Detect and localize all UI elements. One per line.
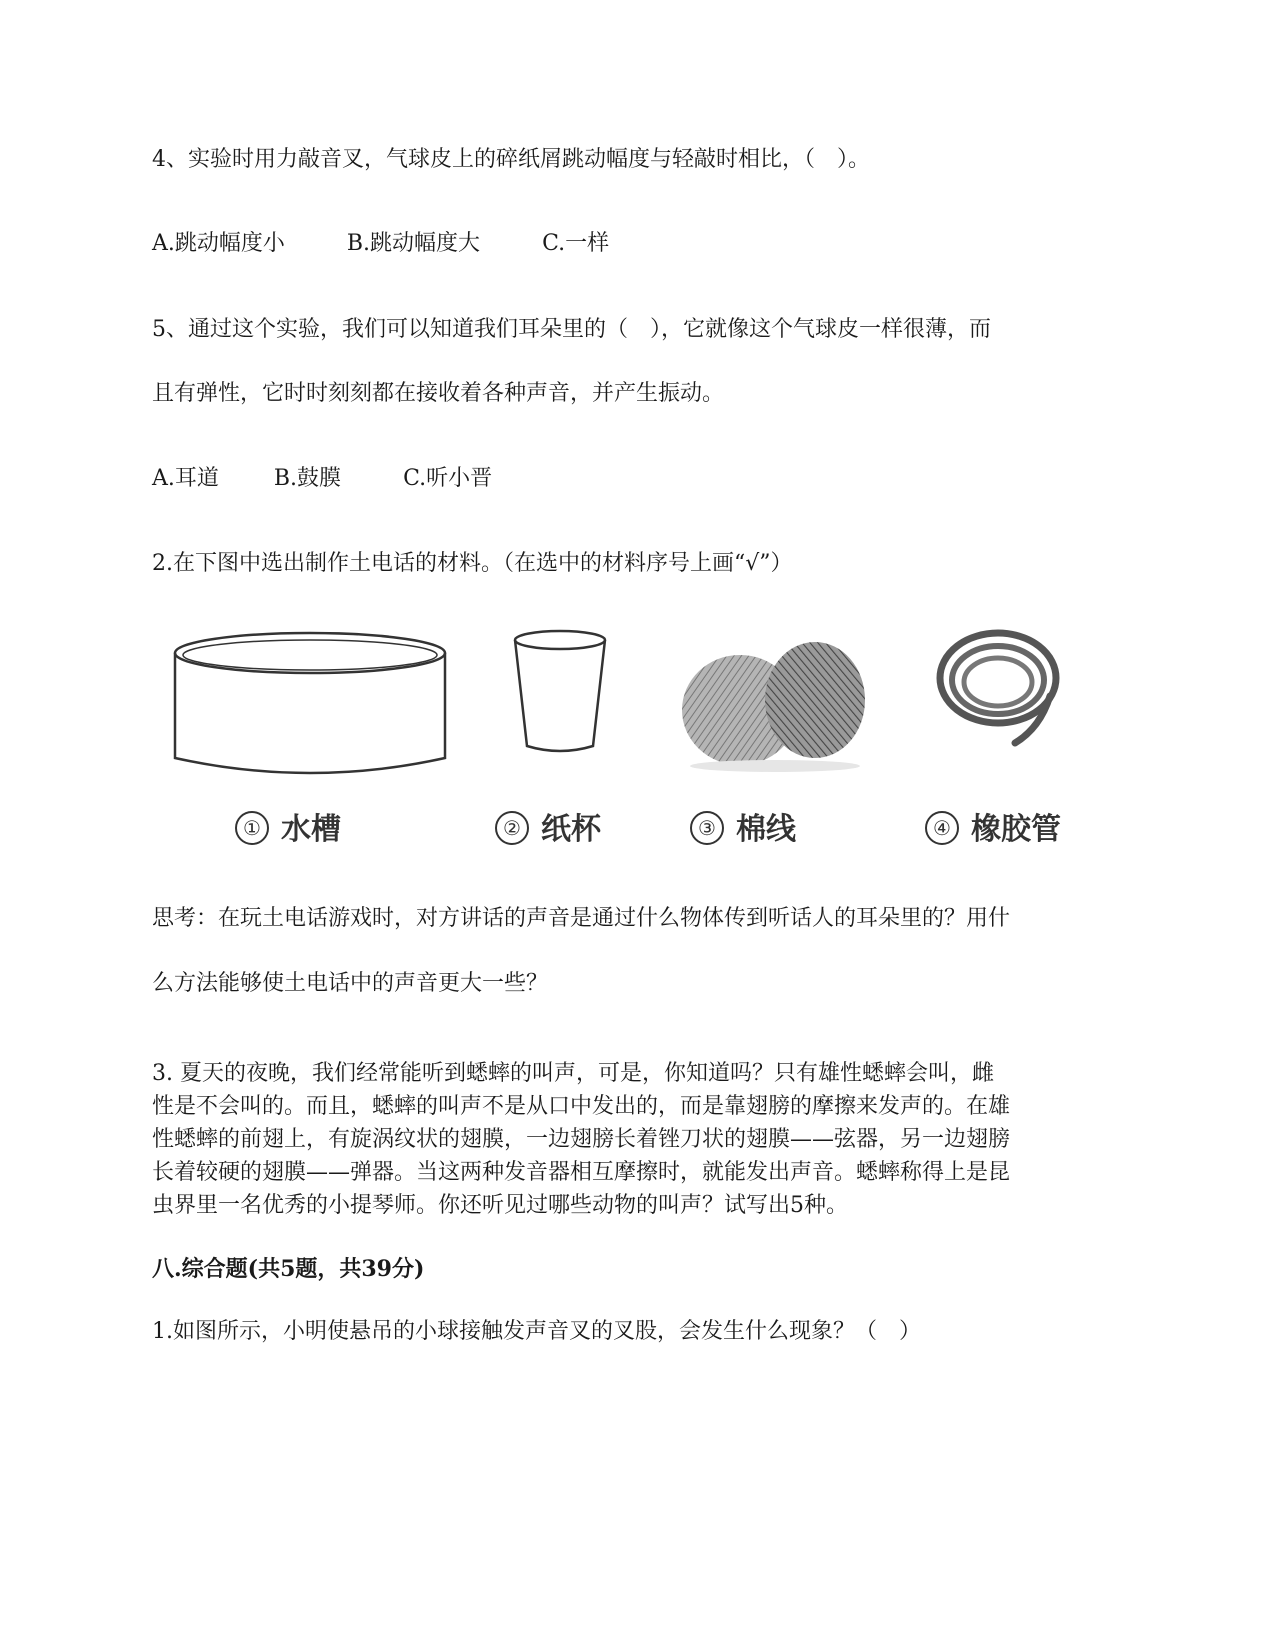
q4-option-c: C.一样 bbox=[542, 231, 610, 256]
material-label-1 bbox=[235, 804, 341, 848]
material-name-4: 橡胶管 bbox=[971, 812, 1061, 847]
material-number-1: ① bbox=[235, 811, 269, 845]
q3-line-5: 虫界里一名优秀的小提琴师。你还听见过哪些动物的叫声？试写出5种。 bbox=[152, 1193, 848, 1218]
q3-line-1: 3. 夏天的夜晚，我们经常能听到蟋蟀的叫声，可是，你知道吗？只有雄性蟋蟀会叫，雌 bbox=[152, 1061, 994, 1086]
material-number-4: ④ bbox=[925, 811, 959, 845]
q4-stem: 4、实验时用力敲音叉，气球皮上的碎纸屑跳动幅度与轻敲时相比，（ ）。 bbox=[152, 147, 870, 172]
material-label-4 bbox=[925, 804, 1061, 848]
section-8-q1: 1.如图所示，小明使悬吊的小球接触发声音叉的叉股，会发生什么现象？（ ） bbox=[152, 1319, 921, 1344]
material-number-2: ② bbox=[495, 811, 529, 845]
material-name-2: 纸杯 bbox=[541, 812, 601, 847]
q2-think-line1: 思考：在玩土电话游戏时，对方讲话的声音是通过什么物体传到听话人的耳朵里的？用什 bbox=[152, 906, 1011, 931]
q5-stem-line2: 且有弹性，它时时刻刻都在接收着各种声音，并产生振动。 bbox=[152, 381, 725, 406]
q2-think-line2: 么方法能够使土电话中的声音更大一些？ bbox=[152, 971, 549, 996]
q3-line-4: 长着较硬的翅膜——弹器。当这两种发音器相互摩擦时，就能发出声音。蟋蟀称得上是昆 bbox=[152, 1160, 1011, 1185]
material-name-3: 棉线 bbox=[736, 812, 796, 847]
q4-options bbox=[152, 230, 609, 258]
q5-stem-line1: 5、通过这个实验，我们可以知道我们耳朵里的（ ），它就像这个气球皮一样很薄，而 bbox=[152, 317, 991, 342]
material-label-3 bbox=[690, 804, 796, 848]
material-number-3: ③ bbox=[690, 811, 724, 845]
water-tank-illustration bbox=[160, 628, 460, 788]
rubber-tube-illustration bbox=[930, 628, 1065, 758]
q2-stem: 2.在下图中选出制作土电话的材料。（在选中的材料序号上画“√”） bbox=[152, 551, 793, 576]
q5-option-c: C.听小晋 bbox=[403, 466, 493, 491]
materials-figure bbox=[160, 628, 1120, 848]
q3-line-2: 性是不会叫的。而且，蟋蟀的叫声不是从口中发出的，而是靠翅膀的摩擦来发声的。在雄 bbox=[152, 1094, 1011, 1119]
q4-option-b: B.跳动幅度大 bbox=[346, 231, 481, 256]
material-label-2 bbox=[495, 804, 601, 848]
q3-line-3: 性蟋蟀的前翅上，有旋涡纹状的翅膜，一边翅膀长着锉刀状的翅膜——弦器，另一边翅膀 bbox=[152, 1127, 1011, 1152]
q3-paragraph bbox=[152, 1057, 1127, 1222]
paper-cup-illustration bbox=[505, 628, 615, 788]
q5-option-b: B.鼓膜 bbox=[273, 466, 342, 491]
q5-option-a: A.耳道 bbox=[152, 466, 219, 491]
section-8-heading: 八.综合题(共5题，共39分) bbox=[152, 1256, 425, 1282]
q5-options bbox=[152, 465, 492, 493]
material-name-1: 水槽 bbox=[281, 812, 341, 847]
cotton-thread-illustration bbox=[680, 638, 870, 778]
q4-option-a: A.跳动幅度小 bbox=[152, 231, 285, 256]
